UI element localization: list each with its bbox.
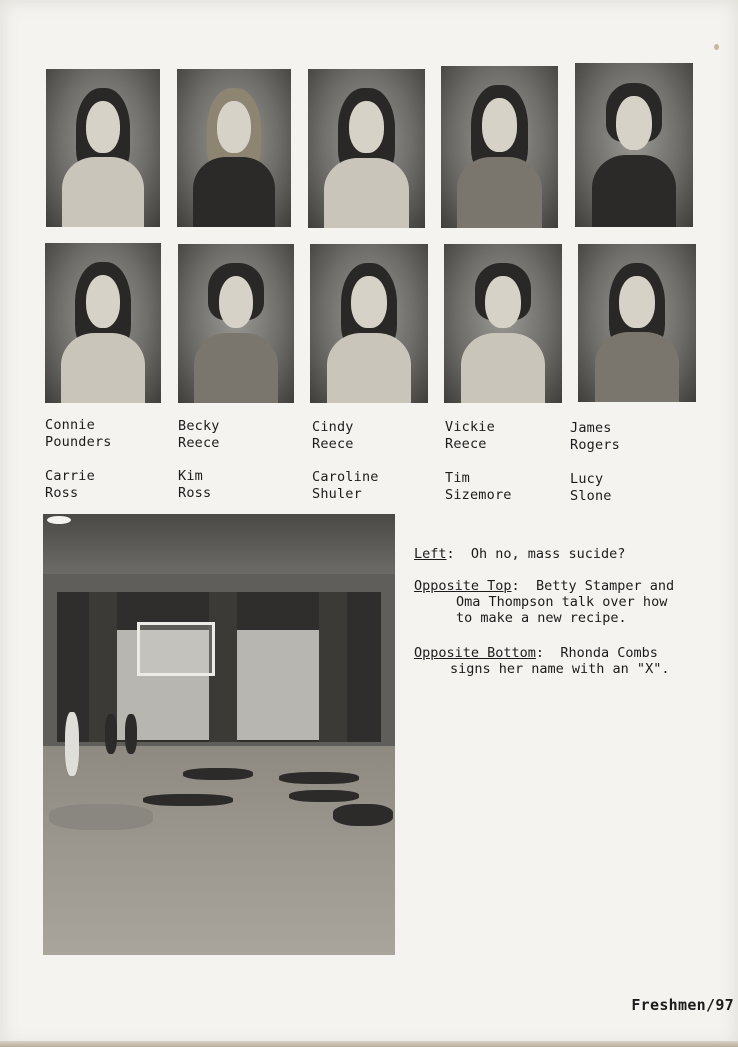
- portrait-row1-5: [575, 63, 693, 227]
- folio-page: 97: [715, 996, 734, 1014]
- page-folio: Freshmen/97: [631, 996, 734, 1014]
- name-row2-1: [45, 468, 95, 502]
- caption-label: Opposite Top: [414, 578, 512, 594]
- portrait-row1-1: [46, 69, 160, 227]
- caption-text: Betty Stamper and: [535, 578, 675, 594]
- first-name: Tim: [445, 470, 470, 486]
- caption-text: Oh no, mass sucide?: [470, 546, 626, 562]
- name-row1-1: [45, 417, 112, 451]
- name-row1-2: [178, 418, 220, 452]
- portrait-row2-2: [178, 244, 294, 403]
- caption-label: Left: [414, 546, 447, 562]
- page-bottom-edge: [0, 1041, 738, 1047]
- first-name: Caroline: [312, 469, 379, 485]
- basketball-hoop: [137, 622, 215, 676]
- name-row1-3: [312, 419, 354, 453]
- last-name: Pounders: [45, 434, 112, 450]
- last-name: Shuler: [312, 486, 362, 502]
- last-name: Sizemore: [445, 487, 512, 503]
- caption-text: signs her name with an "X".: [450, 661, 670, 677]
- caption-opposite-bottom: Opposite Bottom: Rhonda Combs signs her name with an "X".: [414, 645, 670, 677]
- name-row1-5: [570, 420, 620, 454]
- last-name: Reece: [178, 435, 220, 451]
- name-row2-5: [570, 471, 612, 505]
- first-name: Carrie: [45, 468, 95, 484]
- portrait-row2-3: [310, 244, 428, 403]
- portrait-row2-1: [45, 243, 161, 403]
- portrait-row1-4: [441, 66, 558, 228]
- portrait-row1-3: [308, 69, 425, 228]
- caption-label: Opposite Bottom: [414, 645, 536, 661]
- name-row2-3: [312, 469, 379, 503]
- name-row2-4: [445, 470, 512, 504]
- first-name: Cindy: [312, 419, 354, 435]
- first-name: James: [570, 420, 612, 436]
- portrait-row1-2: [177, 69, 291, 227]
- last-name: Ross: [178, 485, 212, 501]
- last-name: Slone: [570, 488, 612, 504]
- portrait-row2-4: [444, 244, 562, 403]
- last-name: Reece: [312, 436, 354, 452]
- first-name: Kim: [178, 468, 203, 484]
- paper-speck: [714, 44, 719, 50]
- caption-text: Rhonda Combs: [560, 645, 658, 661]
- first-name: Connie: [45, 417, 95, 433]
- name-row1-4: [445, 419, 495, 453]
- first-name: Becky: [178, 418, 220, 434]
- caption-opposite-top: Opposite Top: Betty Stamper and Oma Thompson talk over how to make a new recipe.: [414, 578, 675, 626]
- first-name: Vickie: [445, 419, 495, 435]
- caption-text: to make a new recipe.: [456, 610, 627, 626]
- last-name: Rogers: [570, 437, 620, 453]
- name-row2-2: [178, 468, 211, 502]
- caption-left: Left: Oh no, mass sucide?: [414, 546, 626, 562]
- last-name: Ross: [45, 485, 79, 501]
- portrait-row2-5: [578, 244, 696, 402]
- gym-photo: [43, 514, 395, 955]
- folio-section: Freshmen: [631, 996, 706, 1014]
- first-name: Lucy: [570, 471, 604, 487]
- last-name: Reece: [445, 436, 487, 452]
- caption-text: Oma Thompson talk over how: [456, 594, 668, 610]
